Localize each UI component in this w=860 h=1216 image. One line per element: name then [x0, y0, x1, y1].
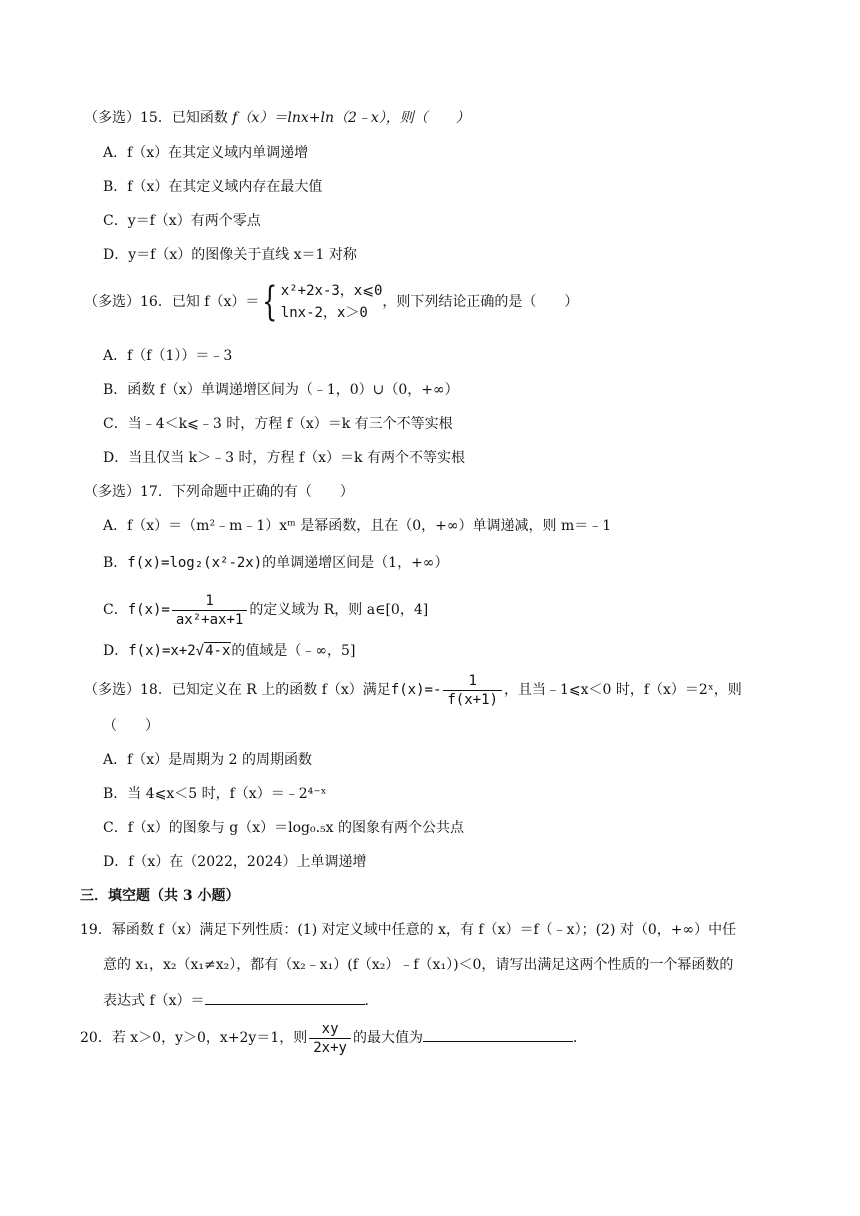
q17-option-d-formula-b: 4-x: [205, 643, 231, 659]
q16-piecewise: [281, 280, 383, 324]
q17-option-d-label: D．: [103, 643, 129, 659]
q15-func: f（x）＝lnx+ln（2﹣x），则（ ）: [232, 110, 470, 126]
q16-case-2: lnx-2，x＞0: [280, 305, 368, 321]
q17-stem: （多选）17．下列命题中正确的有（ ）: [84, 484, 354, 500]
q16-option-b: B．函数 f（x）单调递增区间为（﹣1，0）∪（0，+∞）: [103, 382, 459, 398]
q15-option-b: B．f（x）在其定义域内存在最大值: [103, 179, 323, 195]
q17-option-c-lhs: f(x)=: [127, 602, 170, 618]
q18-option-a: A．f（x）是周期为 2 的周期函数: [103, 752, 312, 768]
q18-stem: [84, 670, 742, 710]
q17-option-c: [103, 590, 428, 630]
q15-option-d: D．y＝f（x）的图像关于直线 x＝1 对称: [103, 247, 357, 263]
q18-fraction: [443, 672, 502, 709]
q17-option-c-text: 的定义域为 R，则 a∈[0，4]: [249, 602, 429, 618]
q19-line-2: 意的 x₁，x₂（x₁≠x₂），都有（x₂﹣x₁）(f（x₂）﹣f（x₁）)＜0，请写出满足这两个性质的一个幂函数的: [103, 957, 734, 973]
q19-answer-blank[interactable]: [205, 990, 365, 1005]
brace-symbol: {: [262, 279, 278, 325]
q17-option-a: A．f（x）＝（m²﹣m﹣1）xᵐ 是幂函数，且在（0，+∞）单调递减，则 m＝﹣1: [103, 518, 612, 534]
q18-denominator: f(x+1): [447, 691, 498, 708]
q17-option-b-text: 的单调递增区间是（1，+∞）: [262, 555, 449, 571]
q17-option-c-numerator: 1: [172, 592, 247, 611]
q18-prefix: （多选）18．已知定义在 R 上的函数 f（x）满足: [84, 682, 391, 698]
q20-numerator: xy: [309, 1020, 351, 1039]
q17-option-d-text: 的值域是（﹣∞，5]: [231, 643, 356, 659]
q15-prefix: （多选）15．已知函数: [84, 110, 228, 126]
q17-option-c-denominator: ax²+ax+1: [175, 611, 244, 628]
q20-fraction: [309, 1020, 351, 1057]
q20-denominator: 2x+y: [313, 1039, 347, 1056]
q17-option-d: [103, 641, 355, 661]
q20-suffix: 的最大值为: [352, 1030, 423, 1046]
q15-option-a: A．f（x）在其定义域内单调递增: [103, 145, 309, 161]
section-heading: 三．填空题（共 3 小题）: [80, 888, 240, 904]
q18-answer-paren: （ ）: [103, 718, 159, 734]
q20-answer-blank[interactable]: [423, 1027, 573, 1042]
q17-option-c-label: C．: [103, 602, 128, 618]
q17-option-b-label: B．: [103, 555, 128, 571]
q16-suffix: ，则下列结论正确的是（ ）: [382, 294, 579, 310]
q18-option-c: C．f（x）的图象与 g（x）＝log₀.₅x 的图象有两个公共点: [103, 820, 464, 836]
q17-option-c-fraction: [172, 592, 247, 629]
q16-stem: [84, 278, 578, 326]
q15-option-c: C．y＝f（x）有两个零点: [103, 213, 261, 229]
q18-option-d: D．f（x）在（2022，2024）上单调递增: [103, 854, 367, 870]
q16-prefix: （多选）16．已知 f（x）＝: [84, 294, 260, 310]
q17-option-d-formula-a: f(x)=x+2√: [128, 643, 205, 659]
q20-stem: [80, 1018, 587, 1058]
q19-line-3-text: 表达式 f（x）＝: [103, 993, 205, 1009]
q20-end: ．: [572, 1030, 587, 1046]
q16-option-c: C．当﹣4＜k⩽﹣3 时，方程 f（x）＝k 有三个不等实根: [103, 416, 453, 432]
q15-stem: [84, 108, 470, 128]
q18-option-b: B．当 4⩽x＜5 时，f（x）＝﹣2⁴⁻ˣ: [103, 786, 327, 802]
q20-prefix: 20．若 x＞0，y＞0，x+2y＝1，则: [80, 1030, 308, 1046]
q19-end: ．: [364, 993, 379, 1009]
q18-suffix: ，且当﹣1⩽x＜0 时，f（x）＝2ˣ，则: [503, 682, 742, 698]
q19-line-3: [103, 990, 379, 1011]
q16-case-1: x²+2x-3，x⩽0: [280, 283, 383, 299]
q18-lhs: f(x)=-: [390, 682, 442, 698]
q16-option-d: D．当且仅当 k＞﹣3 时，方程 f（x）＝k 有两个不等实根: [103, 450, 465, 466]
q16-option-a: A．f（f（1））＝﹣3: [103, 348, 233, 364]
q19-line-1: 19．幂函数 f（x）满足下列性质：(1) 对定义域中任意的 x，有 f（x）＝f（﹣x）；(2) 对（0，+∞）中任: [80, 922, 737, 938]
q17-option-b: [103, 553, 448, 573]
q18-numerator: 1: [443, 672, 502, 691]
q17-option-b-formula: f(x)=log₂(x²-2x): [127, 555, 263, 571]
